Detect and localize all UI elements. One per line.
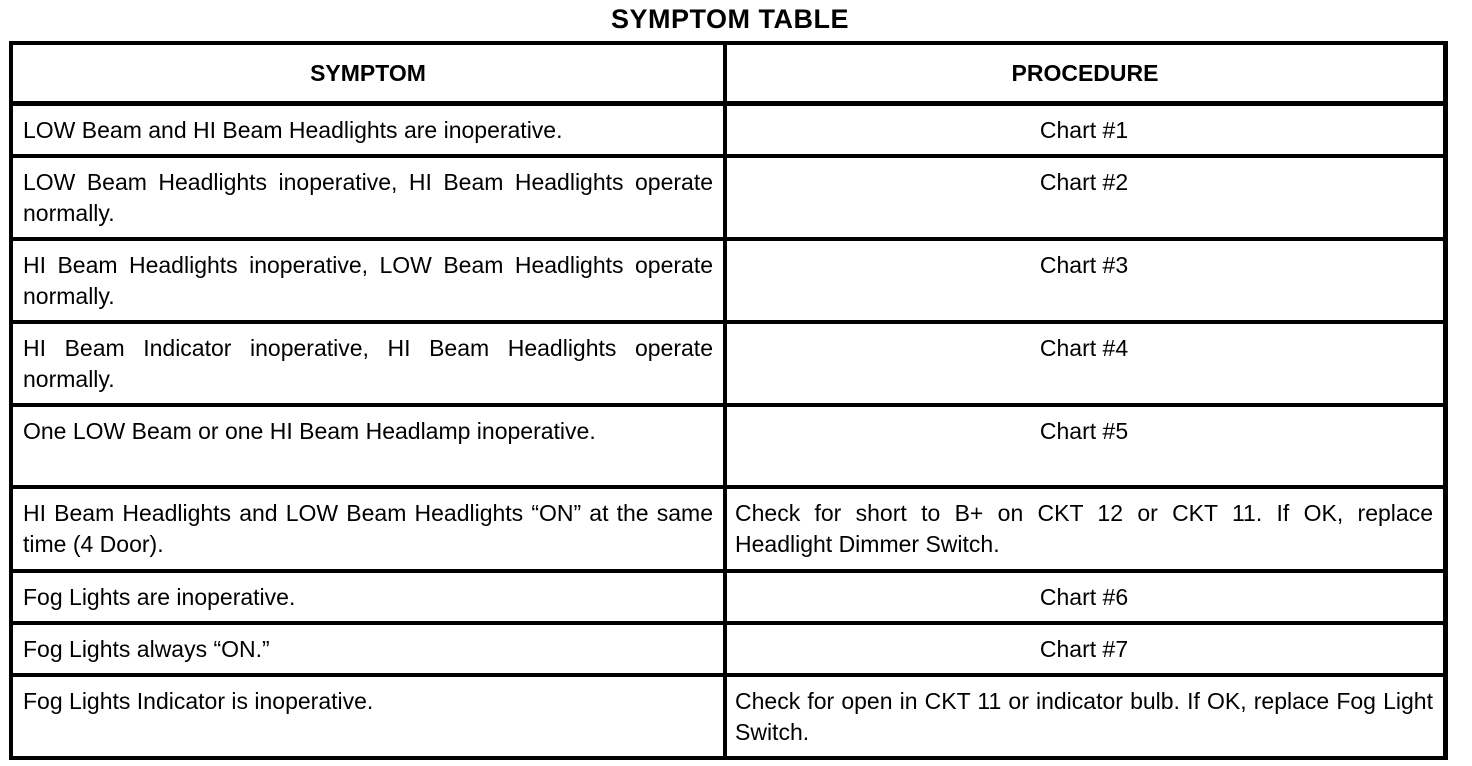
header-procedure: PROCEDURE xyxy=(725,45,1443,104)
symptom-cell: HI Beam Headlights and LOW Beam Headlights “ON” at the same time (4 Door). xyxy=(13,487,725,571)
symptom-cell: LOW Beam Headlights inoperative, HI Beam Headlights operate normally. xyxy=(13,156,725,239)
symptom-cell: One LOW Beam or one HI Beam Headlamp inoperative. xyxy=(13,405,725,487)
table-title: SYMPTOM TABLE xyxy=(610,4,849,34)
table-row xyxy=(13,623,1443,675)
header-row xyxy=(13,45,1443,104)
table-row xyxy=(13,487,1443,571)
symptom-cell: LOW Beam and HI Beam Headlights are inoperative. xyxy=(13,104,725,157)
procedure-cell: Check for open in CKT 11 or indicator bulb. If OK, replace Fog Light Switch. xyxy=(725,675,1443,756)
symptom-cell: HI Beam Indicator inoperative, HI Beam Headlights operate normally. xyxy=(13,322,725,405)
procedure-cell: Chart #1 xyxy=(1039,117,1129,143)
procedure-cell: Chart #2 xyxy=(725,156,1443,239)
symptom-cell: HI Beam Headlights inoperative, LOW Beam Headlights operate normally. xyxy=(13,239,725,322)
symptom-cell: Fog Lights always “ON.” xyxy=(13,623,725,675)
symptom-table xyxy=(9,41,1448,760)
table-row xyxy=(13,322,1443,405)
table-row xyxy=(13,104,1443,157)
table-row xyxy=(13,405,1443,487)
symptom-cell: Fog Lights are inoperative. xyxy=(13,571,725,623)
procedure-cell: Chart #5 xyxy=(725,405,1443,487)
header-symptom: SYMPTOM xyxy=(13,45,725,104)
table-row xyxy=(13,156,1443,239)
table-row xyxy=(13,239,1443,322)
symptom-cell: Fog Lights Indicator is inoperative. xyxy=(13,675,725,756)
procedure-cell: Chart #6 xyxy=(725,571,1443,623)
procedure-cell: Chart #3 xyxy=(725,239,1443,322)
procedure-cell: Chart #4 xyxy=(725,322,1443,405)
table-row xyxy=(13,571,1443,623)
procedure-cell: Chart #7 xyxy=(725,623,1443,675)
table-row xyxy=(13,675,1443,756)
procedure-cell: Check for short to B+ on CKT 12 or CKT 11. If OK, replace Headlight Dimmer Switch. xyxy=(725,487,1443,571)
